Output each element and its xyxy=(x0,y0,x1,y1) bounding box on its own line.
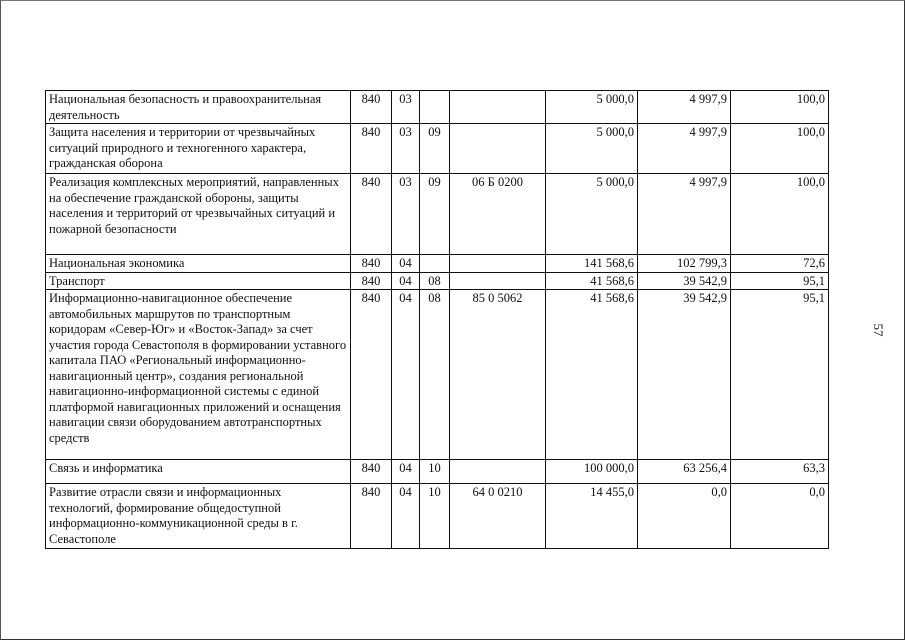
row-ved: 840 xyxy=(351,124,392,174)
row-pr: 09 xyxy=(420,174,450,255)
row-ved: 840 xyxy=(351,91,392,124)
row-pct: 72,6 xyxy=(731,255,829,273)
row-fact: 102 799,3 xyxy=(638,255,731,273)
row-csr xyxy=(450,124,546,174)
row-rz: 04 xyxy=(392,272,420,290)
row-pr: 09 xyxy=(420,124,450,174)
row-plan: 5 000,0 xyxy=(546,174,638,255)
page-number: 57 xyxy=(871,323,886,337)
row-plan: 5 000,0 xyxy=(546,91,638,124)
table-row xyxy=(46,124,829,174)
row-fact: 4 997,9 xyxy=(638,174,731,255)
row-pr: 10 xyxy=(420,484,450,549)
table-row xyxy=(46,272,829,290)
row-rz: 04 xyxy=(392,255,420,273)
row-rz: 04 xyxy=(392,290,420,460)
row-pct: 0,0 xyxy=(731,484,829,549)
row-ved: 840 xyxy=(351,174,392,255)
row-rz: 04 xyxy=(392,460,420,484)
table-row xyxy=(46,91,829,124)
row-pct: 100,0 xyxy=(731,91,829,124)
row-ved: 840 xyxy=(351,290,392,460)
row-fact: 4 997,9 xyxy=(638,91,731,124)
row-fact: 39 542,9 xyxy=(638,290,731,460)
row-name: Национальная экономика xyxy=(46,255,351,273)
row-pct: 63,3 xyxy=(731,460,829,484)
table-row xyxy=(46,484,829,549)
row-pct: 95,1 xyxy=(731,290,829,460)
row-csr: 85 0 5062 xyxy=(450,290,546,460)
row-plan: 41 568,6 xyxy=(546,290,638,460)
row-name: Транспорт xyxy=(46,272,351,290)
row-csr: 64 0 0210 xyxy=(450,484,546,549)
row-pr xyxy=(420,91,450,124)
row-plan: 41 568,6 xyxy=(546,272,638,290)
row-rz: 03 xyxy=(392,91,420,124)
row-ved: 840 xyxy=(351,460,392,484)
row-fact: 0,0 xyxy=(638,484,731,549)
row-plan: 5 000,0 xyxy=(546,124,638,174)
row-ved: 840 xyxy=(351,484,392,549)
row-csr xyxy=(450,91,546,124)
budget-table xyxy=(45,90,829,549)
row-plan: 141 568,6 xyxy=(546,255,638,273)
row-pr: 10 xyxy=(420,460,450,484)
row-rz: 03 xyxy=(392,174,420,255)
row-pr: 08 xyxy=(420,272,450,290)
row-pct: 100,0 xyxy=(731,174,829,255)
row-csr: 06 Б 0200 xyxy=(450,174,546,255)
row-fact: 4 997,9 xyxy=(638,124,731,174)
row-name: Национальная безопасность и правоохранительная деятельность xyxy=(46,91,351,124)
row-name: Информационно-навигационное обеспечение автомобильных маршрутов по транспортным коридорам «Север-Юг» и «Восток-Запад» за счет участия города Севастополя в формировании уставного капитала ПАО «Региональный информационно-навигационный центр», создания региональной навигационно-информационной системы с единой платформой навигационных приложений и оснащения навигации связи оборудованием автотранспортных средств xyxy=(46,290,351,460)
row-name: Защита населения и территории от чрезвычайных ситуаций природного и техногенного характера, гражданская оборона xyxy=(46,124,351,174)
row-csr xyxy=(450,460,546,484)
row-csr xyxy=(450,255,546,273)
row-pr: 08 xyxy=(420,290,450,460)
row-pct: 95,1 xyxy=(731,272,829,290)
row-plan: 100 000,0 xyxy=(546,460,638,484)
table-row xyxy=(46,460,829,484)
row-name: Реализация комплексных мероприятий, направленных на обеспечение гражданской обороны, защиты населения и территорий от чрезвычайных ситуаций и пожарной безопасности xyxy=(46,174,351,255)
row-name: Связь и информатика xyxy=(46,460,351,484)
row-pct: 100,0 xyxy=(731,124,829,174)
row-csr xyxy=(450,272,546,290)
table-row xyxy=(46,290,829,460)
row-fact: 39 542,9 xyxy=(638,272,731,290)
table-row xyxy=(46,255,829,273)
row-plan: 14 455,0 xyxy=(546,484,638,549)
table-row xyxy=(46,174,829,255)
row-rz: 04 xyxy=(392,484,420,549)
row-name: Развитие отрасли связи и информационных технологий, формирование общедоступной информационно-коммуникационной среды в г. Севастополе xyxy=(46,484,351,549)
row-rz: 03 xyxy=(392,124,420,174)
row-pr xyxy=(420,255,450,273)
row-ved: 840 xyxy=(351,255,392,273)
row-fact: 63 256,4 xyxy=(638,460,731,484)
row-ved: 840 xyxy=(351,272,392,290)
